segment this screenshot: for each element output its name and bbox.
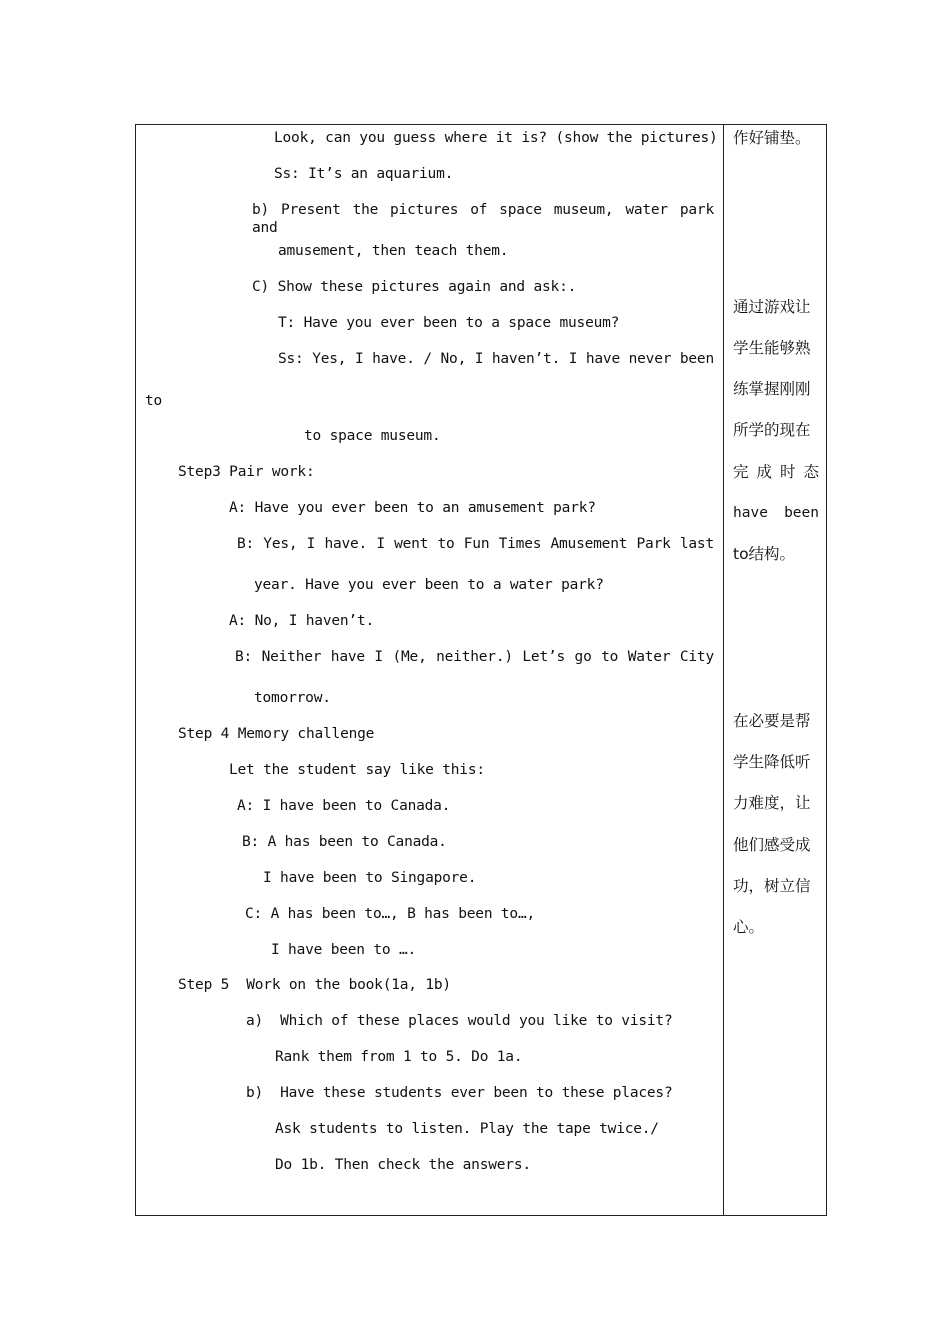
text-line: year. Have you ever been to a water park? xyxy=(254,577,604,593)
step-heading: Step 4 Memory challenge xyxy=(178,726,375,742)
text-line: amusement, then teach them. xyxy=(278,243,509,259)
text-line: I have been to …. xyxy=(271,942,417,958)
side-note-line: 学生降低听 xyxy=(733,753,811,771)
side-note-line: 心。 xyxy=(733,918,765,936)
text-line: to xyxy=(145,393,163,409)
side-note-line: 完 成 时 态 xyxy=(733,463,819,481)
text-line: B: Yes, I have. I went to Fun Times Amusement Park last xyxy=(237,536,714,552)
text-line: A: I have been to Canada. xyxy=(237,798,451,814)
side-note-line: 练掌握刚刚 xyxy=(733,380,811,398)
text-line: A: No, I haven’t. xyxy=(229,613,375,629)
text-line: to space museum. xyxy=(304,428,441,444)
text-line: I have been to Singapore. xyxy=(263,870,477,886)
side-note-line: 学生能够熟 xyxy=(733,339,811,357)
side-note-line: 在必要是帮 xyxy=(733,712,811,730)
text-line: Let the student say like this: xyxy=(229,762,485,778)
text-line: b) Have these students ever been to these places? xyxy=(246,1085,673,1101)
text-line: Ss: Yes, I have. / No, I haven’t. I have never been xyxy=(278,351,714,367)
text-line: Look, can you guess where it is? (show the pictures) xyxy=(274,130,718,146)
step-heading: Step3 Pair work: xyxy=(178,464,315,480)
text-line: Rank them from 1 to 5. Do 1a. xyxy=(275,1049,523,1065)
text-line: A: Have you ever been to an amusement park? xyxy=(229,500,596,516)
text-line: C) Show these pictures again and ask:. xyxy=(252,279,577,295)
side-note-line: 作好铺垫。 xyxy=(733,129,811,147)
text-line: Ask students to listen. Play the tape twice./ xyxy=(275,1121,659,1137)
side-note-line: 力难度，让 xyxy=(733,794,811,812)
step-heading: Step 5 Work on the book(1a, 1b) xyxy=(178,977,451,993)
text-line: a) Which of these places would you like to visit? xyxy=(246,1013,673,1029)
side-note-line: 功，树立信 xyxy=(733,877,811,895)
side-note-line: to结构。 xyxy=(733,545,796,563)
side-note-line: have been xyxy=(733,505,819,521)
text-line: b) Present the pictures of space museum, water park and xyxy=(252,202,714,236)
side-note-line: 他们感受成 xyxy=(733,836,811,854)
text-line: B: Neither have I (Me, neither.) Let’s go to Water City xyxy=(235,649,714,665)
side-note-line: 所学的现在 xyxy=(733,421,811,439)
text-line: T: Have you ever been to a space museum? xyxy=(278,315,620,331)
text-line: tomorrow. xyxy=(254,690,331,706)
text-line: C: A has been to…, B has been to…, xyxy=(245,906,536,922)
text-line: Ss: It’s an aquarium. xyxy=(274,166,454,182)
column-divider xyxy=(723,124,724,1216)
text-line: B: A has been to Canada. xyxy=(242,834,447,850)
text-line: Do 1b. Then check the answers. xyxy=(275,1157,531,1173)
side-note-line: 通过游戏让 xyxy=(733,298,811,316)
